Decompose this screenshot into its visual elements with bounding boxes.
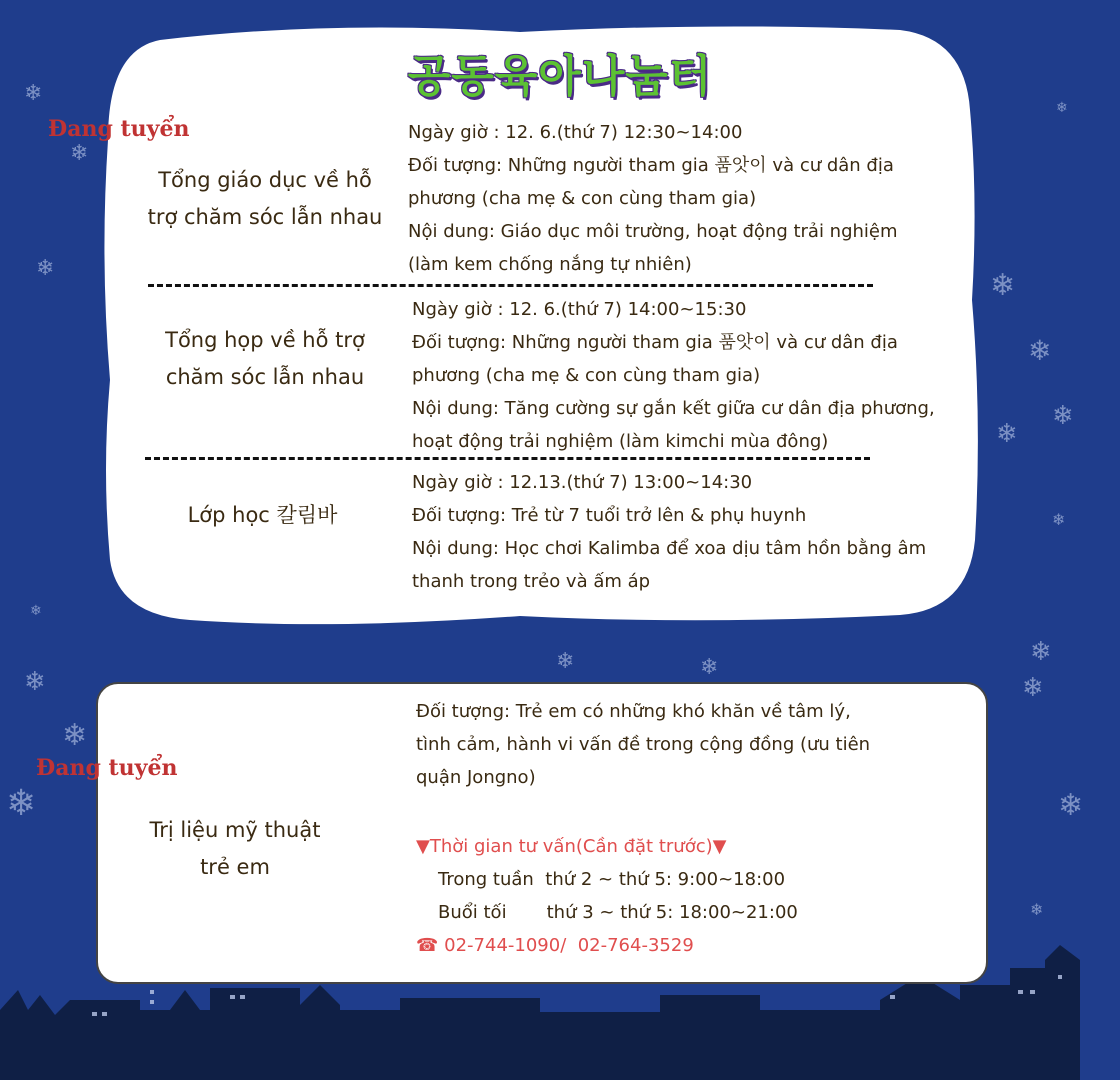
snowflake-icon: ❄ bbox=[1028, 334, 1052, 367]
content-line: (làm kem chống nắng tự nhiên) bbox=[408, 254, 692, 275]
evening-hours: Buổi tối thứ 3 ~ thứ 5: 18:00~21:00 bbox=[438, 902, 798, 923]
snowflake-icon: ❄ bbox=[1052, 510, 1066, 529]
snowflake-icon: ❄ bbox=[1030, 900, 1044, 919]
content-line: Nội dung: Tăng cường sự gắn kết giữa cư dân địa phương, bbox=[412, 398, 935, 419]
snowflake-icon: ❄ bbox=[556, 649, 575, 674]
program-details-3 bbox=[412, 466, 926, 598]
snowflake-icon: ❄ bbox=[996, 419, 1018, 449]
program-name-line: Lớp học 칼림바 bbox=[187, 503, 338, 527]
date-line: Ngày giờ : 12. 6.(thứ 7) 12:30~14:00 bbox=[408, 122, 743, 143]
snowflake-icon: ❄ bbox=[1058, 788, 1084, 823]
recruiting-badge: Đang tuyển bbox=[36, 755, 178, 781]
snowflake-icon: ❄ bbox=[1022, 673, 1044, 703]
content-line: hoạt động trải nghiệm (làm kimchi mùa đông) bbox=[412, 431, 829, 452]
consult-heading: ▼Thời gian tư vấn(Cần đặt trước)▼ bbox=[416, 836, 727, 857]
program-name-line: Tổng giáo dục về hỗ bbox=[158, 168, 372, 192]
snowflake-icon: ❄ bbox=[700, 655, 719, 680]
snowflake-icon: ❄ bbox=[36, 256, 55, 281]
target-line: Đối tượng: Những người tham gia 품앗이 và cư dân địa bbox=[412, 332, 898, 353]
snowflake-icon: ❄ bbox=[990, 268, 1016, 303]
content-line: Nội dung: Giáo dục môi trường, hoạt động trải nghiệm bbox=[408, 221, 898, 242]
snowflake-icon: ❄ bbox=[70, 141, 89, 166]
snowflake-icon: ❄ bbox=[24, 667, 46, 697]
target-line: phương (cha mẹ & con cùng tham gia) bbox=[408, 188, 757, 209]
target-line: Đối tượng: Trẻ từ 7 tuổi trở lên & phụ huynh bbox=[412, 505, 807, 526]
target-line: Đối tượng: Những người tham gia 품앗이 và cư dân địa bbox=[408, 155, 894, 176]
divider bbox=[148, 284, 873, 287]
date-line: Ngày giờ : 12. 6.(thứ 7) 14:00~15:30 bbox=[412, 299, 747, 320]
content-line: Nội dung: Học chơi Kalimba để xoa dịu tâm hồn bằng âm bbox=[412, 538, 927, 559]
program-name-line: chăm sóc lẫn nhau bbox=[165, 365, 365, 389]
recruiting-badge: Đang tuyển bbox=[48, 116, 190, 142]
snowflake-icon: ❄ bbox=[1056, 100, 1068, 116]
consult-schedule bbox=[416, 830, 798, 962]
snowflake-icon: ❄ bbox=[6, 783, 37, 824]
program-details-1 bbox=[408, 116, 898, 281]
snowflake-icon: ❄ bbox=[30, 603, 42, 619]
date-line: Ngày giờ : 12.13.(thứ 7) 13:00~14:30 bbox=[412, 472, 753, 493]
target-line: tình cảm, hành vi vấn đề trong cộng đồng (ưu tiên bbox=[416, 734, 871, 755]
divider bbox=[145, 457, 870, 460]
target-line: quận Jongno) bbox=[416, 767, 536, 788]
snowflake-icon: ❄ bbox=[24, 81, 43, 106]
program-name-3 bbox=[140, 497, 385, 534]
snowflake-icon: ❄ bbox=[62, 718, 88, 753]
program-name-line: trợ chăm sóc lẫn nhau bbox=[147, 205, 383, 229]
snowflake-icon: ❄ bbox=[1052, 401, 1074, 431]
program-name-line: Trị liệu mỹ thuật bbox=[149, 818, 321, 842]
phone-numbers[interactable]: ☎ 02-744-1090/ 02-764-3529 bbox=[416, 935, 694, 956]
program-name-1 bbox=[140, 162, 390, 236]
therapy-target bbox=[416, 695, 870, 794]
weekday-hours: Trong tuần thứ 2 ~ thứ 5: 9:00~18:00 bbox=[438, 869, 786, 890]
program-details-2 bbox=[412, 293, 935, 458]
snowflake-icon: ❄ bbox=[1030, 637, 1052, 667]
therapy-name bbox=[130, 812, 340, 886]
program-name-line: trẻ em bbox=[200, 855, 270, 879]
program-name-2 bbox=[140, 322, 390, 396]
content-line: thanh trong trẻo và ấm áp bbox=[412, 571, 651, 592]
page-title: 공동육아나눔터 bbox=[407, 51, 713, 102]
target-line: phương (cha mẹ & con cùng tham gia) bbox=[412, 365, 761, 386]
target-line: Đối tượng: Trẻ em có những khó khăn về tâm lý, bbox=[416, 701, 851, 722]
program-name-line: Tổng họp về hỗ trợ bbox=[165, 328, 365, 352]
